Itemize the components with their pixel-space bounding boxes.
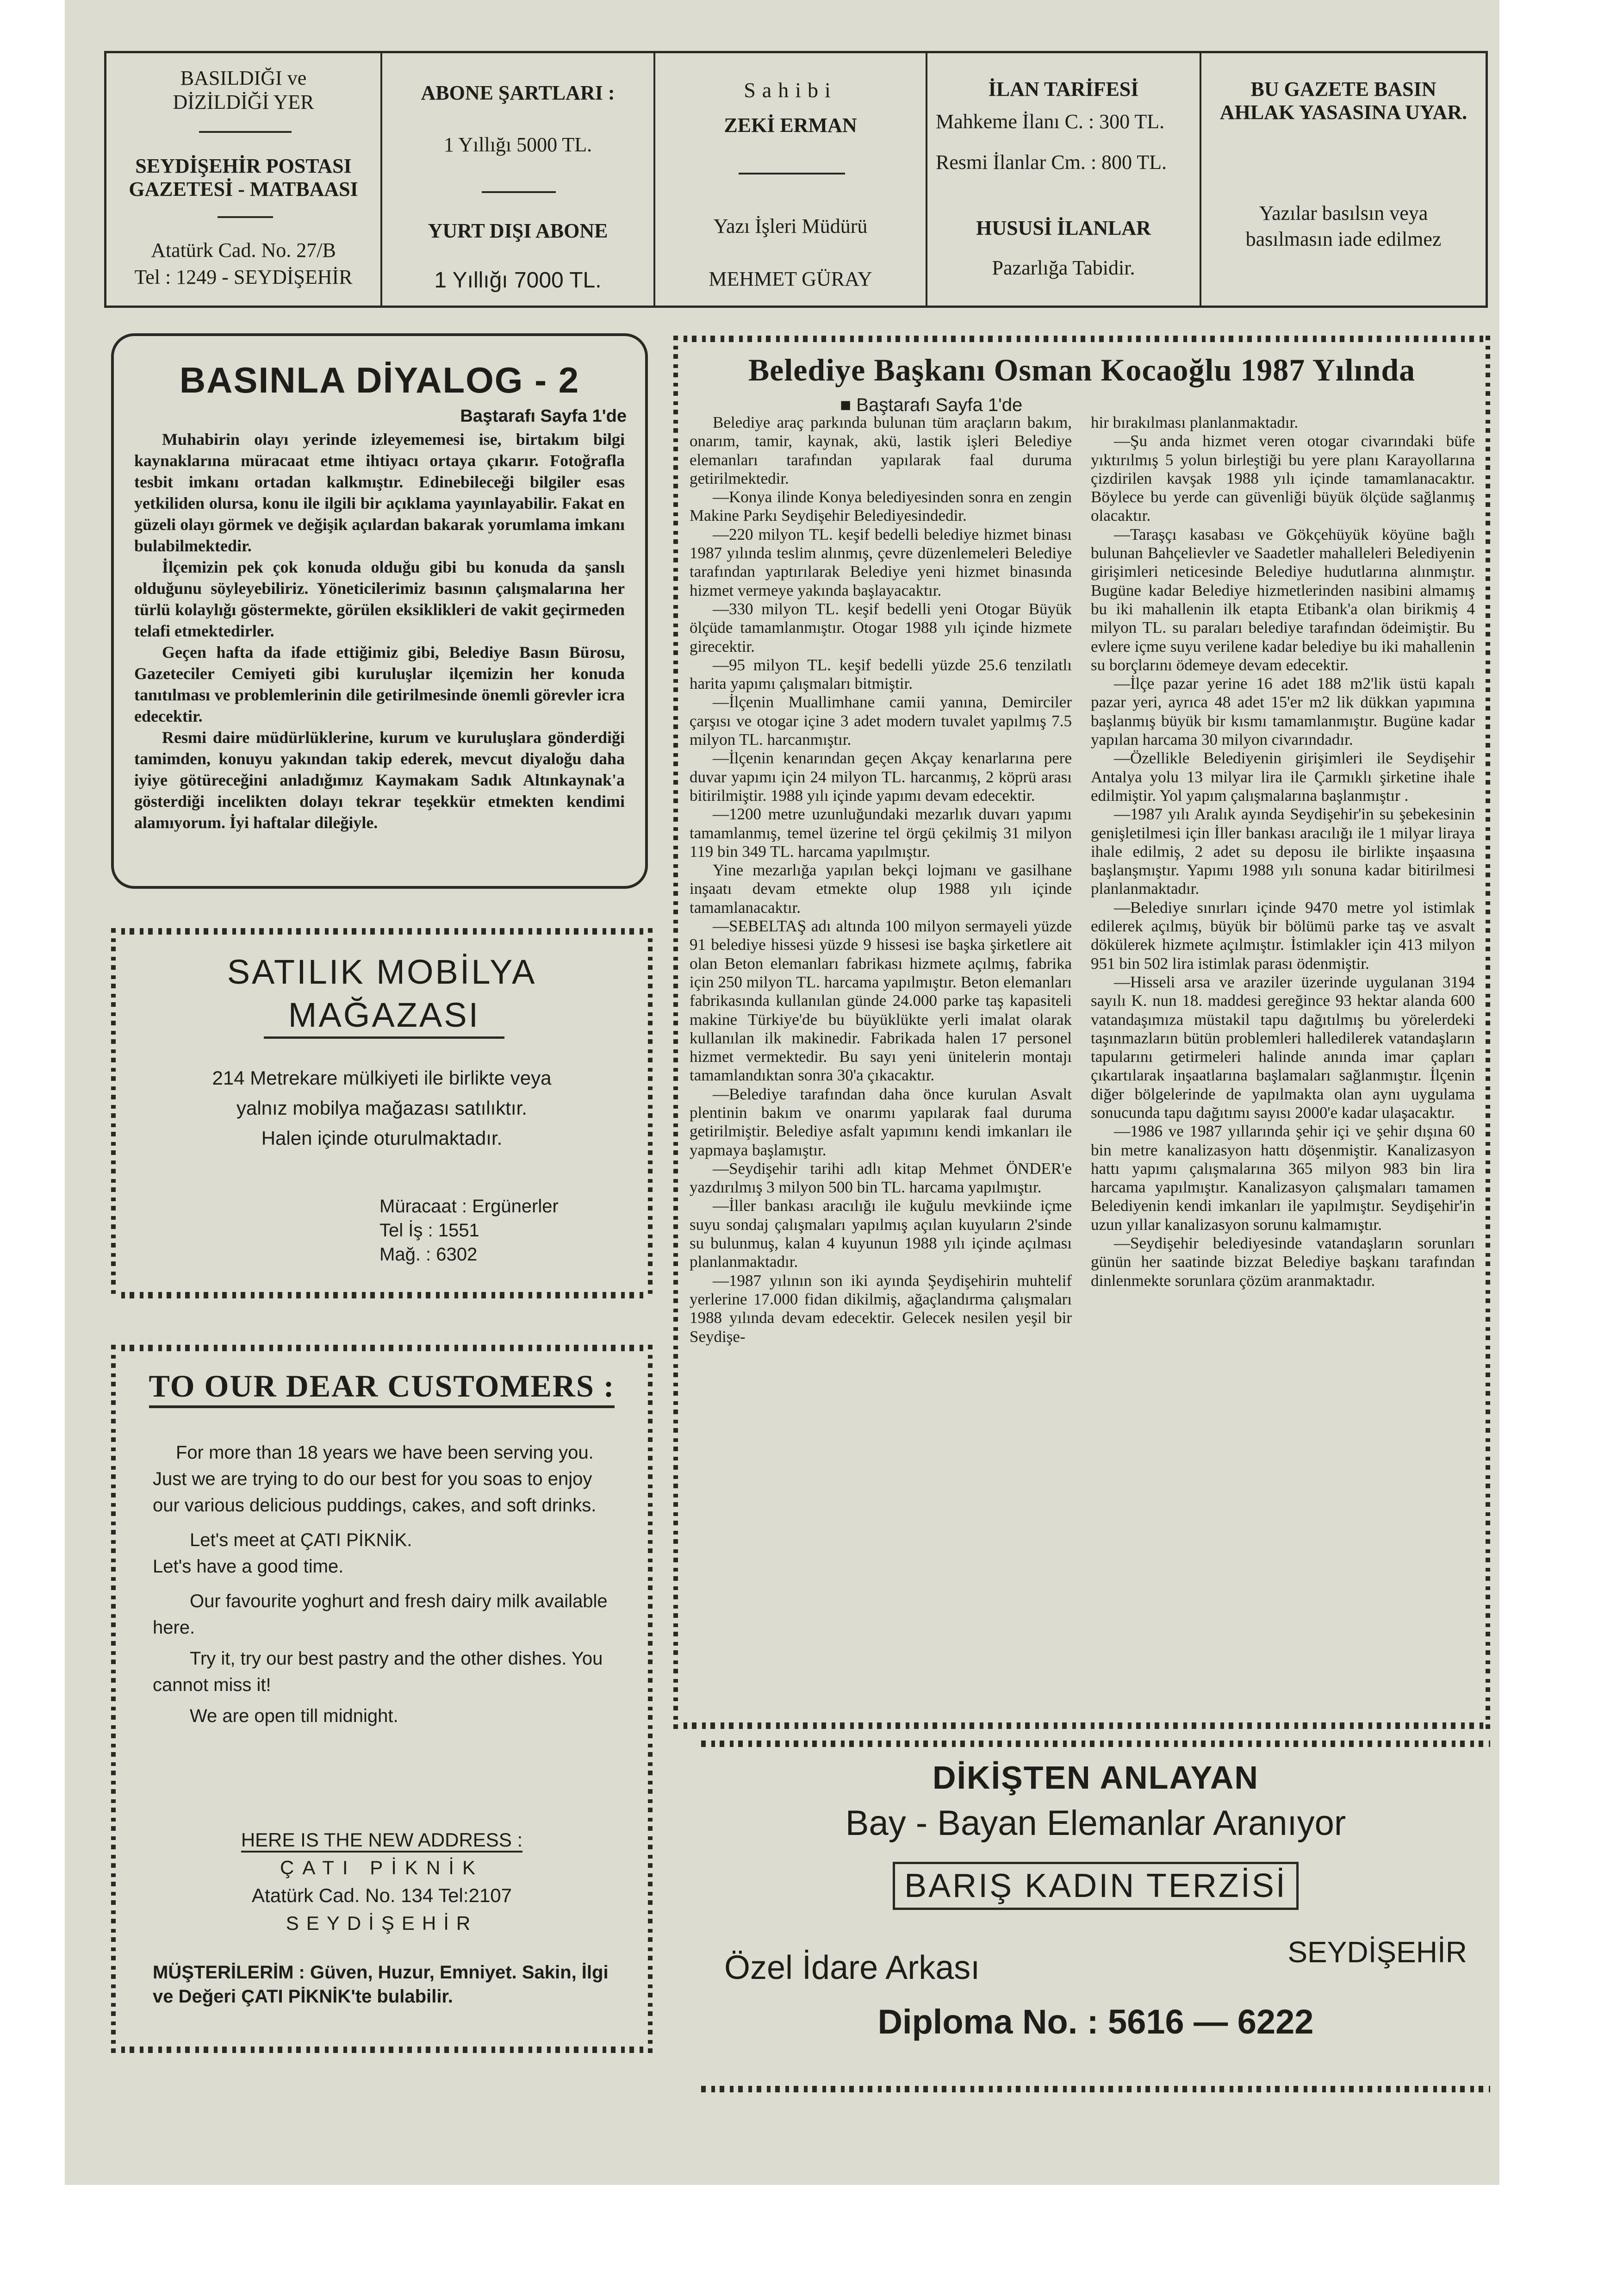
article-border-bottom [673, 1722, 1490, 1729]
address-city: SEYDİŞEHİR [286, 1912, 478, 1934]
address-street: Atatürk Cad. No. 134 Tel:2107 [252, 1884, 512, 1906]
mayor-paragraph: —330 milyon TL. keşif bedelli yeni Otogar Büyük ölçüde tamamlanmıştır. Otogar 1988 yılı içinde hizmete girecektir. [690, 599, 1072, 655]
return-policy: Yazılar basılsın veya [1259, 202, 1428, 225]
customers-paragraph: Let's meet at ÇATI PİKNİK. [190, 1530, 412, 1550]
customers-ad [111, 1345, 653, 2053]
article-border-top [673, 336, 1490, 342]
tailor-subtitle: Bay - Bayan Elemanlar Aranıyor [845, 1803, 1346, 1843]
mayor-paragraph: —Özellikle Belediyenin girişimleri ile Seydişehir Antalya yolu 13 milyar lira ile Çarmıklı şirketine ihale edilmiştir. Yol yapım çalışmalarına başlanmıştır . [1091, 749, 1475, 805]
article-border-right [1486, 336, 1490, 1729]
furniture-title-2: MAĞAZASI [264, 995, 504, 1039]
customers-paragraph: Try it, try our best pastry and the other dishes. You cannot miss it! [153, 1648, 603, 1695]
return-policy-2: basılmasın iade edilmez [1245, 228, 1442, 250]
masthead-ad-rates [927, 53, 1201, 306]
article-border-left [673, 336, 678, 1729]
dialog-title: BASINLA DİYALOG - 2 [179, 360, 580, 400]
mayor-paragraph: —220 milyon TL. keşif bedelli belediye hizmet binası 1987 yılında teslim alınmış, çevre düzenlemeleri Belediye tarafından yaptırılarak Belediye yeni hizmet binasında hizmet vermeye yakında başlayacaktır. [690, 525, 1072, 599]
tailor-title: DİKİŞTEN ANLAYAN [933, 1759, 1259, 1796]
bullet-square-icon: ■ [840, 395, 857, 415]
tailor-address: Özel İdare Arkası [724, 1949, 980, 1986]
special-ads-note: Pazarlığa Tabidir. [992, 256, 1135, 279]
masthead-ethics [1201, 53, 1486, 306]
mayor-continued-note [840, 395, 1022, 416]
furniture-contact-person: Müracaat : Ergünerler [379, 1196, 559, 1217]
masthead-print-info [106, 53, 382, 306]
dialog-body [134, 429, 625, 833]
furniture-description-2: yalnız mobilya mağazası satılıktır. [236, 1097, 527, 1119]
printer-address: Atatürk Cad. No. 27/B [151, 239, 336, 262]
mayor-paragraph: —İller bankası aracılığı ile kuğulu mevkiinde içme suyu sondaj çalışmaları yapılmış açılan kuyuların 2'sinde su bulunmuş, kalan 4 kuyunun 1988 yılı içinde açılması planlanmaktadır. [690, 1197, 1072, 1271]
mayor-title: Belediye Başkanı Osman Kocaoğlu 1987 Yılında [748, 352, 1416, 387]
ad-border-bottom [111, 2046, 653, 2053]
dialog-continued-note: Baştarafı Sayfa 1'de [460, 406, 627, 426]
editor-name: MEHMET GÜRAY [709, 268, 872, 290]
ethics-line: BU GAZETE BASIN [1250, 78, 1436, 100]
mayor-paragraph: hir bırakılması planlanmaktadır. [1091, 413, 1299, 431]
mayor-paragraph: —Konya ilinde Konya belediyesinden sonra en zengin Makine Parkı Seydişehir Belediyesindedir. [690, 488, 1072, 525]
mayor-paragraph: —Belediye tarafından daha önce kurulan Asvalt plentinin bakım ve onarımı yapılarak faal duruma getirilmiştir. Belediye asfalt yapımını kendi imkanları ile yapmaya başlamıştır. [690, 1085, 1072, 1159]
address-title: HERE IS THE NEW ADDRESS : [241, 1829, 522, 1853]
furniture-contact [379, 1194, 559, 1267]
customers-paragraph: Our favourite yoghurt and fresh dairy milk available here. [153, 1591, 608, 1638]
furniture-description-3: Halen içinde oturulmaktadır. [261, 1127, 503, 1149]
subscription-domestic: 1 Yıllığı 5000 TL. [443, 133, 592, 156]
mayor-paragraph: —Şu anda hizmet veren otogar civarındaki büfe yıktırılmış 5 yolun birleştiği bu yere planı Karayollarına çizdirilen kavşak 1988 yılı içinde tamamlanacaktır. Böylece bu yerde can güvenliği büyük ölçüde sağlanmış olacaktır. [1091, 432, 1475, 525]
mayor-paragraph: —Taraşçı kasabası ve Gökçehüyük köyüne bağlı bulunan Bahçelievler ve Saadetler mahalleleri Belediyenin girişimleri neticesinde Belediye hudutlarına alınmıştır. Bugüne kadar Belediye hizmetlerinden nasibini almamış bu iki mahallenin ilk etapta Etibank'a olan birikmiş 4 milyon TL. su paraları belediye tarafından ödeimiştir. Bu evlere içme suyu verilene kadar belediye bu iki mahallenin su borçlarını ödemeye devam edecektir. [1091, 525, 1475, 674]
tailor-diploma: Diploma No. : 5616 — 6222 [877, 2003, 1314, 2041]
tailor-city: SEYDİŞEHİR [1287, 1935, 1467, 1969]
ad-border-bottom [111, 1292, 653, 1298]
customers-paragraph: For more than 18 years we have been serving you. Just we are trying to do our best for you soas to enjoy our various delicious puddings, cakes, and soft drinks. [153, 1442, 597, 1516]
printer-name-2: GAZETESİ - MATBAASI [129, 178, 358, 200]
masthead-owner [655, 53, 927, 306]
mayor-paragraph: —İlçe pazar yerine 16 adet 188 m2'lik üstü kapalı pazar yeri, ayrıca 48 adet 15'er m2 lik dükkan yapımına başlanmış büyük bir kısmı tamamlanmıştır. Bugüne kadar yapılan harcama 30 milyon civarındadır. [1091, 674, 1475, 749]
furniture-store-phone: Mağ. : 6302 [379, 1244, 478, 1265]
divider [218, 216, 273, 218]
furniture-description: 214 Metrekare mülkiyeti ile birlikte veya [212, 1067, 552, 1089]
printer-name: SEYDİŞEHİR POSTASI [135, 155, 352, 177]
mayor-paragraph: —İlçenin kenarından geçen Akçay kenarlarına pere duvar yapımı için 24 milyon TL. harcanmış, 2 köprü arası bitirilmiştir. 1988 yılı içinde yapımı devam edecektir. [690, 749, 1072, 805]
mayor-column-2 [1091, 413, 1475, 1290]
ad-border-top [111, 928, 653, 935]
subscription-foreign-title: YURT DIŞI ABONE [428, 219, 608, 242]
special-ads-title: HUSUSİ İLANLAR [976, 217, 1151, 239]
owner-name: ZEKİ ERMAN [724, 114, 857, 137]
mayor-paragraph: —95 milyon TL. keşif bedelli yüzde 25.6 tenzilatlı harita yapımı çalışmaları bitmiştir. [690, 655, 1072, 693]
customers-title-wrap [111, 1368, 653, 1404]
subscription-title: ABONE ŞARTLARI : [421, 81, 615, 104]
ad-border-top [701, 1741, 1490, 1747]
mayor-paragraph: Yine mezarlığa yapılan bekçi lojmanı ve gasilhane inşaatı devam etmekte olup 1988 yılı içinde tamamlanacaktır. [690, 861, 1072, 917]
furniture-ad [111, 928, 653, 1298]
ad-border-right [648, 1345, 653, 2053]
dialog-paragraph: Geçen hafta da ifade ettiğimiz gibi, Belediye Basın Bürosu, Gazeteciler Cemiyeti gibi kuruluşlar ilçemizin her konuda tanıtılması ve problemlerinin dile getirilmesinde önemli görevler icra edecektir. [134, 643, 625, 725]
tailor-name-wrap [701, 1862, 1490, 1910]
editor-label: Yazı İşleri Müdürü [713, 215, 868, 237]
ad-rate-official: Resmi İlanlar Cm. : 800 TL. [936, 151, 1167, 174]
tailor-ad [701, 1741, 1490, 2092]
mayor-paragraph: —SEBELTAŞ adı altında 100 milyon sermayeli yüzde 91 belediye hissesi yüzde 9 hissesi ise başka şirketlere ait olan Beton elemanları fabrikası hizmete açılmış, fabrika için 250 milyon TL. harcama yapılmıştır. Beton elemanları fabrikasında kullanılan günde 24.000 parke taş kapasiteli makine Türkiye'de bu büyüklükte yerli imalat olarak kullanılan ilk makinedir. Fabrikada halen 17 personel hizmet vermektedir. Bu sayı yeni ünitelerin montajı tamamlandıktan sonra 30'a çıkacaktır. [690, 917, 1072, 1085]
customers-body [153, 1440, 616, 1729]
mayor-paragraph: —Belediye sınırları içinde 9470 metre yol istimlak edilerek açılmış, büyük bir bölümü parke taş ve asvalt dökülerek hizmete açılmıştır. İstimlakler için 413 milyon 951 bin 502 lira istimlak parası ödenmiştir. [1091, 898, 1475, 973]
owner-label: Sahibi [744, 78, 837, 102]
print-place-label-2: DİZİLDİĞİ YER [173, 91, 314, 113]
mayor-paragraph: —1987 yılı Aralık ayında Seydişehir'in su şebekesinin genişletilmesi için İller bankası aracılığı ile 1 milyar liraya ihale edilmiş, 2 adet su deposu ile birlikte inşaasına başlanşmıştır. Yapımı 1988 yılı sonuna kadar bitirilmesi planlanmaktadır. [1091, 805, 1475, 898]
tailor-name: BARIŞ KADIN TERZİSİ [893, 1862, 1299, 1910]
ad-rates-title: İLAN TARİFESİ [988, 78, 1139, 100]
customers-closing: MÜŞTERİLERİM : Güven, Huzur, Emniyet. Sakin, İlgi ve Değeri ÇATI PİKNİK'te bulabilir. [153, 1962, 609, 2007]
ad-border-top [111, 1345, 653, 1351]
divider [482, 191, 556, 193]
dialog-paragraph: İlçemizin pek çok konuda olduğu gibi bu konuda da şanslı olduğunu söyleyebiliriz. Yöneticilerimiz basının çalışmalarına her türlü kolaylığı göstermekte, görülen eksiklikleri de vakit geçirmeden telafi etmektedirler. [134, 558, 625, 640]
ad-border-bottom [701, 2086, 1490, 2092]
mayor-continued-text: Baştarafı Sayfa 1'de [856, 395, 1023, 415]
divider [199, 131, 292, 133]
mayor-paragraph: —1986 ve 1987 yıllarında şehir içi ve şehir dışına 60 bin metre kanalizasyon hattı döşenmiştir. Kanalizasyon hattı yapımı çalışmalarına 365 milyon 983 bin lira harcama yapılmıştır. Kanalizasyon çalışmaları tamamen Belediyenin kendi imkanları ile yapılmıştır. Seydişehir'in uzun yıllar kanalizasyon sorunu kalmamıştır. [1091, 1122, 1475, 1234]
mayor-paragraph: —1987 yılının son iki ayında Şeydişehirin muhtelif yerlerine 17.000 fidan dikilmiş, ağaçlandırma çalışmaları 1988 yılında devam edecektir. Gelecek nesilen yeşil bir Seydişe- [690, 1271, 1072, 1346]
divider [739, 173, 845, 175]
masthead-subscription [382, 53, 655, 306]
mayor-paragraph: —Seydişehir belediyesinde vatandaşların sorunları günün her saatinde bizzat Belediye başkanı tarafından dinlenmekte sorunlara çözüm aranmaktadır. [1091, 1234, 1475, 1290]
mayor-paragraph: —Seydişehir tarihi adlı kitap Mehmet ÖNDER'e yazdırılmış 3 milyon 500 bin TL. harcama yapılmıştır. [690, 1159, 1072, 1197]
furniture-title: SATILIK MOBİLYA [227, 953, 537, 991]
print-place-label: BASILDIĞI ve [180, 67, 307, 89]
customers-address [111, 1826, 653, 1937]
customers-paragraph: We are open till midnight. [190, 1706, 398, 1726]
mayor-paragraph: Belediye araç parkında bulunan tüm araçların bakım, onarım, tamir, kaynak, akü, lastik işleri Belediye elemanları tarafından yapılarak faal duruma getirilmektedir. [690, 413, 1072, 487]
masthead [104, 51, 1488, 308]
mayor-article [673, 336, 1490, 1729]
mayor-paragraph: —İlçenin Muallimhane camii yanına, Demirciler çarşısı ve otogar içine 3 adet modern tuvalet yapılmış 7.5 milyon TL. harcanmıştır. [690, 693, 1072, 749]
mayor-paragraph: —Hisseli arsa ve araziler üzerinde uygulanan 3194 sayılı K. nun 18. maddesi gereğince 93 hektar alanda 600 vatandaşımıza müstakil tapu dağıtılmış bu yörelerdeki taşınmazların bütün problemleri halledilerek vatandaşların tapularını getirmeleri halinde anında imar çapları çıkartılarak inşaatlarına başlamaları sağlanmıştır. İlçenin diğer bölgelerinde de yapılmakta olan aynı uygulama sonucunda tapu dağıtımı sayısı 2000'e kadar ulaşacaktır. [1091, 973, 1475, 1122]
ethics-line-2: AHLAK YASASINA UYAR. [1219, 101, 1468, 124]
printer-phone: Tel : 1249 - SEYDİŞEHİR [134, 266, 353, 288]
customers-paragraph: Let's have a good time. [153, 1556, 344, 1577]
mayor-paragraph: —1200 metre uzunluğundaki mezarlık duvarı yapımı tamamlanmış, temel üzerine tel örgü çekilmiş 31 milyon 119 bin 349 TL. harcama yapılmıştır. [690, 805, 1072, 861]
dialog-paragraph: Resmi daire müdürlüklerine, kurum ve kuruluşlara gönderdiği tamimden, konuyu yakından takip ederek, mevcut diyaloğu daha iyiye götüreceğini anladığımız Kaymakam Sadık Altınkaynak'a gösterdiği incelikten dolayı tekrar teşekkür etmekten kendimi alamıyorum. İyi haftalar dileğiyle. [134, 728, 625, 832]
dialog-paragraph: Muhabirin olayı yerinde izleyememesi ise, birtakım bilgi kaynaklarına müracaat etme ihtiyacı ortaya çıkarır. Fotoğrafla tesbit imkanı ortadan kalkmıştır. Edinebileceği bilgiler esas yetkiliden olursa, konu ile ilgili bir açıklama yayınlayabilir. Fakat en güzeli olayı görmek ve değişik açılardan bakarak yorumlama imkanı bulabilmektedir. [134, 430, 625, 555]
address-business: ÇATI PİKNİK [280, 1857, 484, 1878]
subscription-foreign: 1 Yıllığı 7000 TL. [434, 268, 602, 293]
dialog-article [111, 333, 648, 889]
ad-border-left [111, 1345, 116, 2053]
mayor-column-1 [690, 413, 1072, 1346]
ad-rate-court: Mahkeme İlanı C. : 300 TL. [936, 110, 1165, 133]
customers-title: TO OUR DEAR CUSTOMERS : [149, 1368, 615, 1408]
furniture-work-phone: Tel İş : 1551 [379, 1220, 479, 1241]
